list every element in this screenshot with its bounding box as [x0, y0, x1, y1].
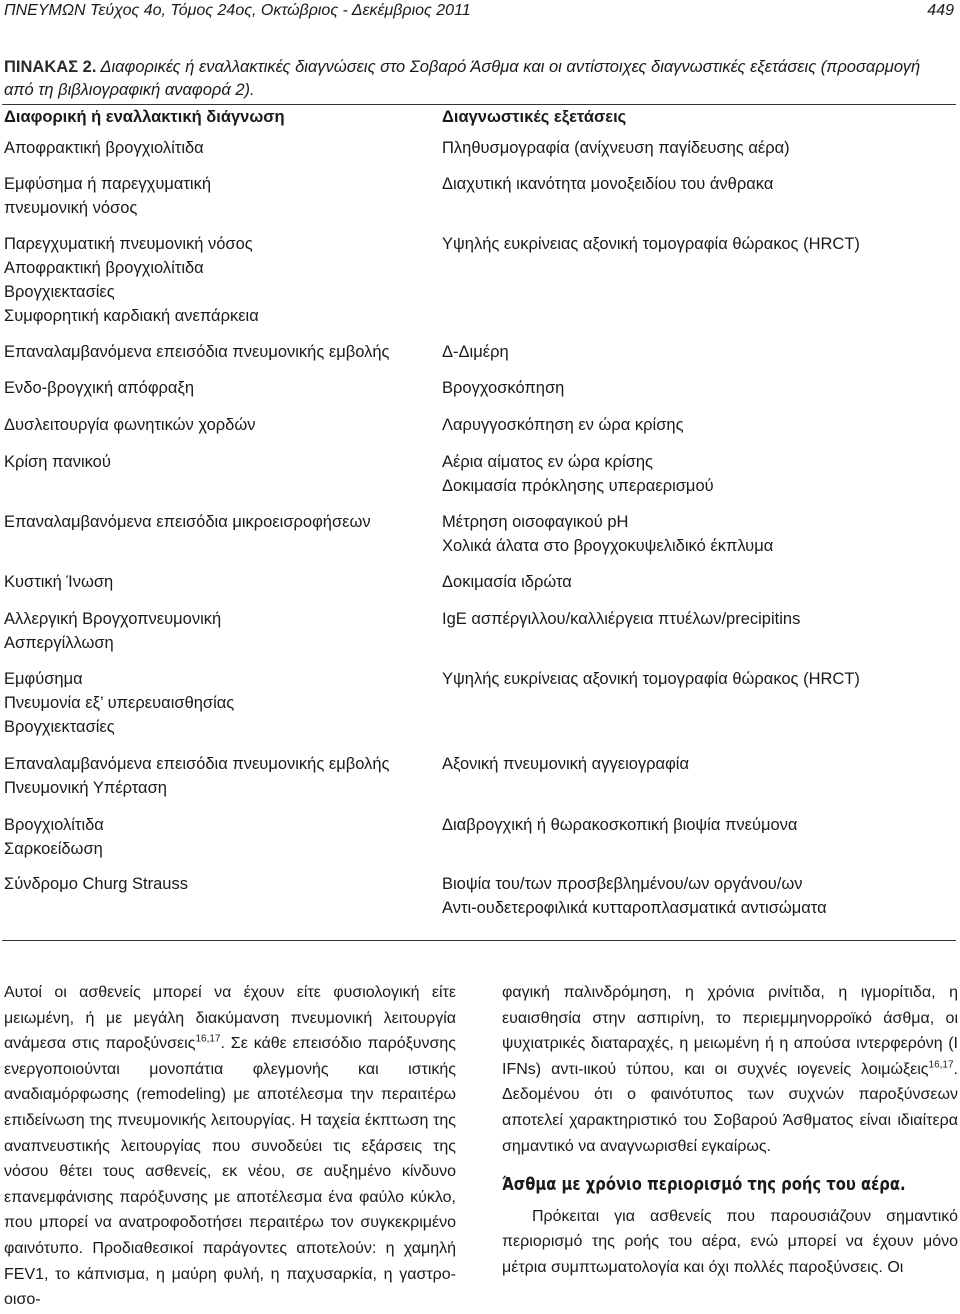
page-number: 449 [927, 2, 954, 19]
test-line: Δοκιμασία ιδρώτα [442, 573, 572, 591]
tests-cell [442, 813, 957, 837]
diagnosis-cell [4, 752, 429, 800]
section-heading: Άσθμα με χρόνιο περιορισμό της ροής του αέρα. [502, 1174, 906, 1196]
diagnosis-line: Αλλεργική Βρογχοπνευμονική [4, 610, 222, 628]
diagnosis-line: Σύνδρομο Churg Strauss [4, 875, 188, 893]
test-line: Αξονική πνευμονική αγγειογραφία [442, 755, 689, 773]
diagnosis-line: Βρογχιεκτασίες [4, 283, 115, 301]
diagnosis-line: Συμφορητική καρδιακή ανεπάρκεια [4, 307, 259, 325]
diagnosis-line: Δυσλειτουργία φωνητικών χορδών [4, 416, 256, 434]
diagnosis-line: Κυστική Ίνωση [4, 573, 114, 591]
paragraph [4, 980, 456, 1313]
table-bottom-rule [2, 940, 956, 941]
diagnosis-cell [4, 172, 429, 220]
diagnosis-line: Επαναλαμβανόμενα επεισόδια πνευμονικής εμβολής [4, 755, 390, 773]
diagnosis-line: Αποφρακτική βρογχιολίτιδα [4, 259, 204, 277]
page-header [4, 2, 954, 24]
diagnosis-line: Πνευμονία εξ’ υπερευαισθησίας [4, 694, 235, 712]
diagnosis-line: Πνευμονική Υπέρταση [4, 779, 167, 797]
paragraph-text: Αυτοί οι ασθενείς μπορεί να έχουν είτε φυσιολογική είτε μειωμένη, ή με μεγάλη διακύμανση πνευμονική λειτουργία ανάμεσα στις παροξύνσεις [4, 984, 456, 1053]
diagnosis-cell [4, 376, 429, 400]
test-line: Λαρυγγοσκόπηση εν ώρα κρίσης [442, 416, 684, 434]
table-caption [4, 56, 954, 102]
body-column-left [4, 980, 456, 1313]
table-caption-label: ΠΙΝΑΚΑΣ 2. [4, 58, 97, 76]
diagnosis-cell [4, 570, 429, 594]
diagnosis-line: Βρογχιολίτιδα [4, 816, 104, 834]
diagnosis-line: Βρογχιεκτασίες [4, 718, 115, 736]
diagnosis-line: Ασπεργίλλωση [4, 634, 114, 652]
table-caption-text: Διαφορικές ή εναλλακτικές διαγνώσεις στο Σοβαρό Άσθμα και οι αντίστοιχες διαγνωστικές εξετάσεις (προσαρμογή από τη βιβλιογραφική αναφορά 2). [4, 58, 921, 99]
diagnosis-line: Ενδο-βρογχική απόφραξη [4, 379, 195, 397]
diagnosis-cell [4, 450, 429, 474]
diagnosis-cell [4, 813, 429, 861]
diagnosis-cell [4, 607, 429, 655]
diagnosis-cell [4, 510, 429, 534]
citation-ref: 16,17 [928, 1059, 954, 1071]
diagnosis-line: Εμφύσημα [4, 670, 83, 688]
diagnosis-cell [4, 136, 429, 160]
diagnosis-cell [4, 232, 429, 328]
tests-cell [442, 340, 957, 364]
table-header-row [0, 108, 960, 132]
test-line: Αέρια αίματος εν ώρα κρίσης [442, 453, 653, 471]
col-header-diagnosis: Διαφορική ή εναλλακτική διάγνωση [4, 108, 285, 126]
tests-cell [442, 510, 957, 558]
tests-cell [442, 172, 957, 196]
tests-cell [442, 872, 957, 920]
test-line: Χολικά άλατα στο βρογχοκυψελιδικό έκπλυμα [442, 537, 774, 555]
tests-cell [442, 136, 957, 160]
paragraph-text: . Δεδομένου ότι ο φαινότυπος των συχνών παροξύνσεων αποτελεί χαρακτηριστικό του Σοβαρού Άσθματος είναι ιδιαίτερα σημαντικό να αναγνωρισθεί εγκαίρως. [502, 1060, 958, 1155]
col-header-tests: Διαγνωστικές εξετάσεις [442, 108, 627, 126]
citation-ref: 16,17 [195, 1033, 221, 1045]
test-line: Βρογχοσκόπηση [442, 379, 565, 397]
diagnosis-line: Επαναλαμβανόμενα επεισόδια μικροεισροφήσεων [4, 513, 371, 531]
diagnosis-line: Εμφύσημα ή παρεγχυματική [4, 175, 212, 193]
test-line: Διαχυτική ικανότητα μονοξειδίου του άνθρακα [442, 175, 774, 193]
diagnosis-line: Σαρκοείδωση [4, 840, 103, 858]
paragraph [502, 980, 958, 1159]
table-top-rule [2, 104, 956, 105]
body-column-right [502, 980, 958, 1281]
test-line: Υψηλής ευκρίνειας αξονική τομογραφία θώρακος (HRCT) [442, 235, 860, 253]
test-line: Βιοψία του/των προσβεβλημένου/ων οργάνου/ων [442, 875, 803, 893]
diagnosis-line: Κρίση πανικού [4, 453, 111, 471]
test-line: Πληθυσμογραφία (ανίχνευση παγίδευσης αέρα) [442, 139, 790, 157]
paragraph-text: . Σε κάθε επεισόδιο παρόξυνσης ενεργοποιούνται μονοπάτια φλεγμονής και ιστικής αναδιαμόρφωσης (remodeling) με αποτέλεσμα την περαιτέρω επιδείνωση της πνευμονικής λειτουργίας. Η ταχεία έκπτωση της αναπνευστικής λειτουργίας που συνοδεύει τις εξάρσεις της νόσου θέτει τους ασθενείς, εκ νέου, σε αυξημένο κίνδυνο επανεμφάνισης παρόξυνσης με αποτέλεσμα ένα φαύλο κύκλο, που μπορεί να ανατροφοδοτήσει περαιτέρω τον συγκεκριμένο φαινότυπο. Προδιαθεσικοί παράγοντες αποτελούν: η χαμηλή FEV1, το κάπνισμα, η μαύρη φυλή, η παχυσαρκία, η γαστρο-οισο- [4, 1035, 457, 1309]
test-line: Δοκιμασία πρόκλησης υπεραερισμού [442, 477, 714, 495]
diagnosis-cell [4, 667, 429, 739]
diagnosis-line: Αποφρακτική βρογχιολίτιδα [4, 139, 204, 157]
tests-cell [442, 570, 957, 594]
tests-cell [442, 450, 957, 498]
diagnosis-line: πνευμονική νόσος [4, 199, 138, 217]
paragraph: Πρόκειται για ασθενείς που παρουσιάζουν σημαντικό περιορισμό της ροής του αέρα, ενώ μπορεί να έχουν μόνο μέτρια συμπτωματολογία και όχι πολλές παροξύνσεις. Οι [502, 1207, 958, 1276]
tests-cell [442, 752, 957, 776]
diagnosis-cell [4, 340, 429, 364]
diagnosis-line: Παρεγχυματική πνευμονική νόσος [4, 235, 253, 253]
test-line: Αντι-ουδετεροφιλικά κυτταροπλασματικά αντισώματα [442, 899, 827, 917]
tests-cell [442, 413, 957, 437]
test-line: Υψηλής ευκρίνειας αξονική τομογραφία θώρακος (HRCT) [442, 670, 860, 688]
diagnosis-cell [4, 413, 429, 437]
paragraph-text: φαγική παλινδρόμηση, η χρόνια ρινίτιδα, η ιγμορίτιδα, η ευαισθησία στην ασπιρίνη, το περιεμμηνορροϊκό άσθμα, οι ψυχιατρικές διαταραχές, η μειωμένη ή η απούσα ιντερφερόνη (I IFNs) αντι-ιικού τύπου, και οι συχνές ιογενείς λοιμώξεις [502, 984, 958, 1078]
journal-running-title: ΠΝΕΥΜΩΝ Τεύχος 4ο, Τόμος 24ος, Οκτώβριος - Δεκέμβριος 2011 [4, 2, 471, 19]
test-line: Μέτρηση οισοφαγικού pH [442, 513, 629, 531]
test-line: Δ-Διμέρη [442, 343, 509, 361]
tests-cell [442, 232, 957, 256]
diagnosis-line: Επαναλαμβανόμενα επεισόδια πνευμονικής εμβολής [4, 343, 390, 361]
test-line: IgE ασπέργιλλου/καλλιέργεια πτυέλων/precipitins [442, 610, 801, 628]
tests-cell [442, 376, 957, 400]
diagnosis-cell [4, 872, 429, 896]
test-line: Διαβρογχική ή θωρακοσκοπική βιοψία πνεύμονα [442, 816, 798, 834]
tests-cell [442, 667, 957, 691]
tests-cell [442, 607, 957, 631]
